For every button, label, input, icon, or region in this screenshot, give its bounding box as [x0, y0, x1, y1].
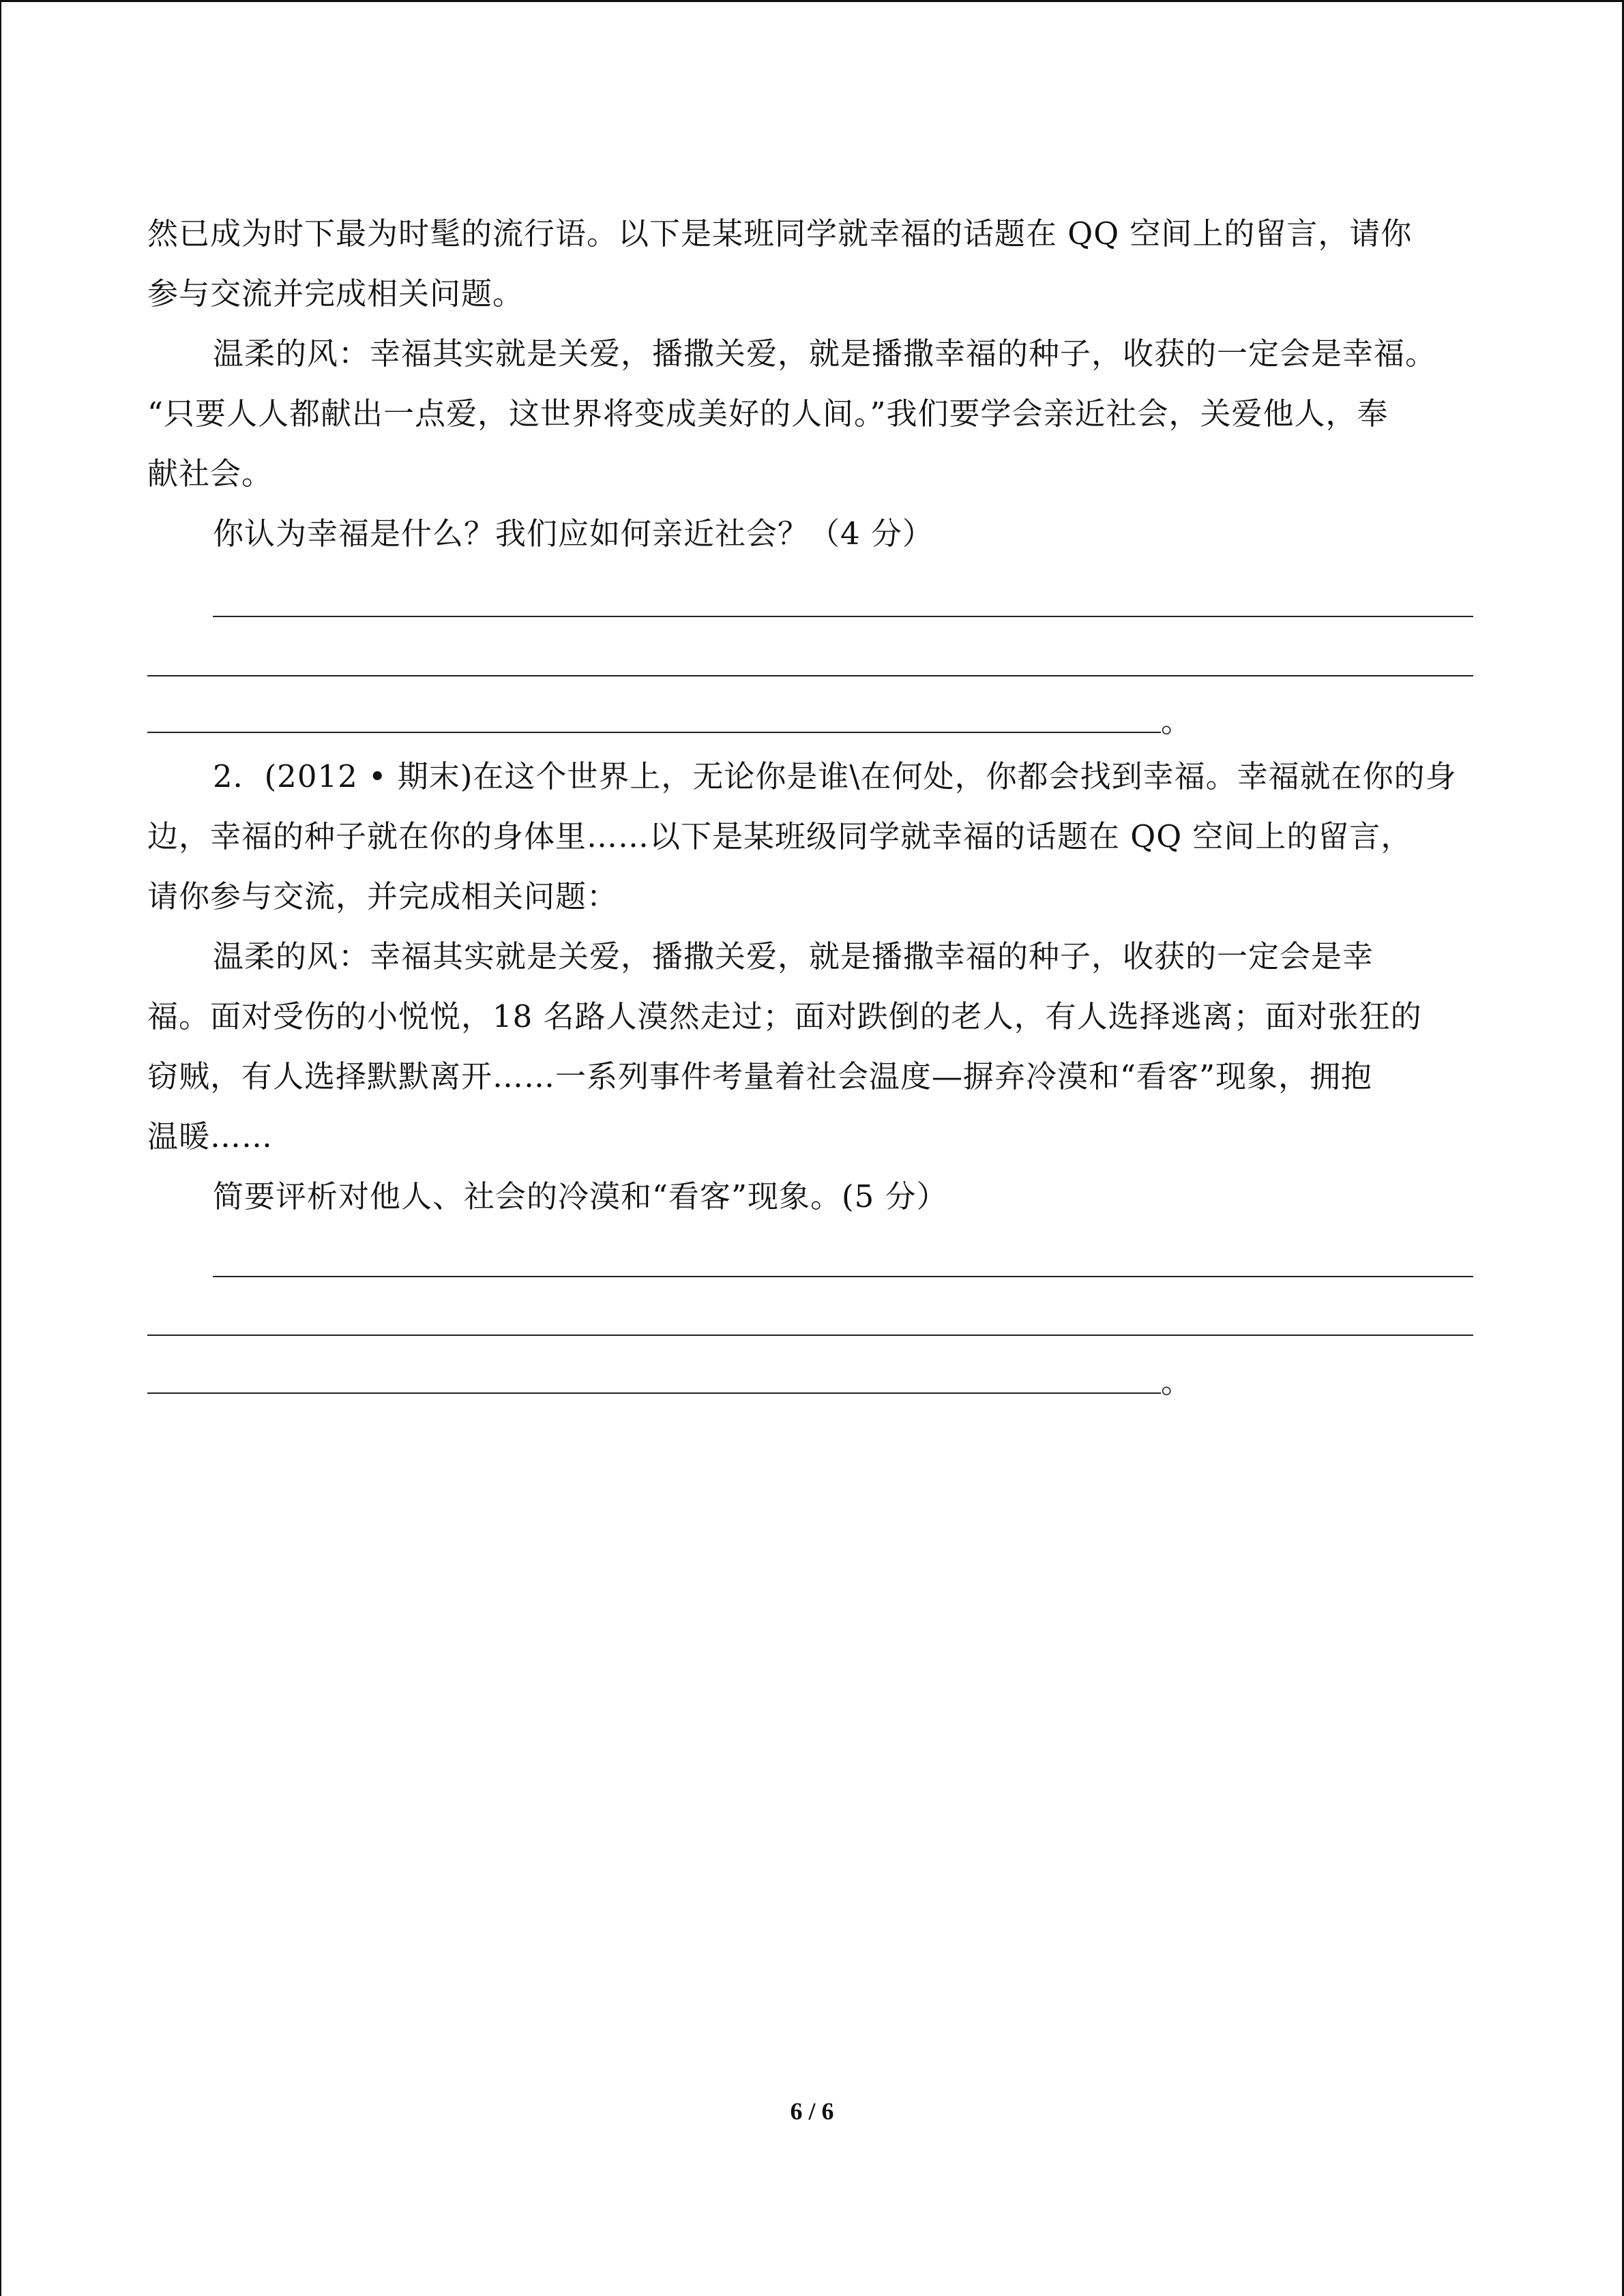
text-line: 2．(2012 • 期末)在这个世界上，无论你是谁\在何处，你都会找到幸福。幸福就在你的身: [213, 758, 1457, 794]
answer-end-mark: 。: [1161, 1364, 1192, 1400]
answer-line[interactable]: [147, 1392, 1161, 1394]
answer-line[interactable]: [213, 616, 1473, 617]
text-line: 窃贼，有人选择默默离开……一系列事件考量着社会温度—摒弃冷漠和“看客”现象，拥抱: [147, 1058, 1373, 1094]
question-prompt: 简要评析对他人、社会的冷漠和“看客”现象。(5 分）: [213, 1178, 948, 1214]
answer-line[interactable]: [147, 675, 1473, 676]
text-line: 献社会。: [147, 456, 274, 492]
text-line: 温柔的风：幸福其实就是关爱，播撒关爱，就是播撒幸福的种子，收获的一定会是幸福。: [213, 336, 1437, 372]
text-line: 参与交流并完成相关问题。: [147, 275, 525, 312]
page-number: 6 / 6: [790, 2098, 834, 2125]
text-line: 请你参与交流，并完成相关问题：: [147, 878, 619, 914]
text-line: 福。面对受伤的小悦悦，18 名路人漠然走过；面对跌倒的老人，有人选择逃离；面对张狂的: [147, 998, 1422, 1034]
question-prompt: 你认为幸福是什么？我们应如何亲近社会？（4 分）: [213, 516, 934, 552]
text-line: “只要人人都献出一点爱，这世界将变成美好的人间。”我们要学会亲近社会，关爱他人，奉: [147, 396, 1389, 432]
text-line: 边，幸福的种子就在你的身体里……以下是某班级同学就幸福的话题在 QQ 空间上的留言，: [147, 818, 1413, 854]
answer-line[interactable]: [213, 1276, 1473, 1277]
text-line: 温柔的风：幸福其实就是关爱，播撒关爱，就是播撒幸福的种子，收获的一定会是幸: [213, 938, 1374, 974]
answer-line[interactable]: [147, 1335, 1473, 1336]
answer-end-mark: 。: [1161, 703, 1192, 739]
text-line: 温暖……: [147, 1118, 274, 1154]
answer-line[interactable]: [147, 732, 1161, 733]
text-line: 然已成为时下最为时髦的流行语。以下是某班同学就幸福的话题在 QQ 空间上的留言，请你: [147, 215, 1413, 252]
